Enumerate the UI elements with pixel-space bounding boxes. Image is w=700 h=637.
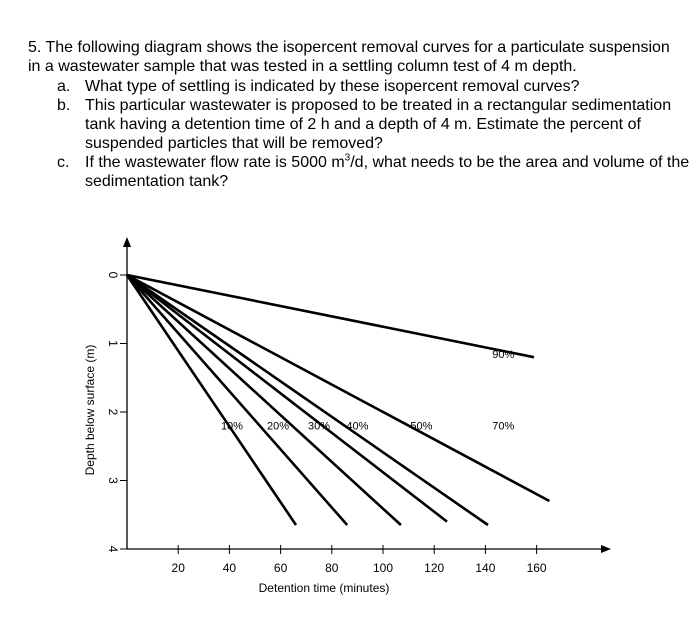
curve-label-90pct: 90% [492, 348, 515, 361]
curve-label-70pct: 70% [492, 420, 515, 433]
question-stem-text: The following diagram shows the isopercent removal curves for a particulate suspension in a wastewater sample that was tested in a settling column test of 4 m depth. [28, 39, 670, 75]
isopercent-curve-40pct [127, 275, 447, 522]
x-tick-label: 80 [325, 561, 339, 575]
curve-label-40pct: 40% [346, 420, 369, 433]
curve-label-20pct: 20% [267, 420, 290, 433]
item-c-label: c. [57, 154, 70, 171]
x-axis-label: Detention time (minutes) [258, 581, 390, 595]
item-c-text-after: /d, what needs to be the area and volume of the sedimentation tank? [85, 154, 690, 190]
curve-label-10pct: 10% [220, 420, 243, 433]
y-axis-label: Depth below surface (m) [83, 344, 97, 476]
x-tick-label: 40 [222, 561, 237, 575]
x-tick-label: 20 [171, 561, 185, 575]
x-tick-label: 120 [424, 561, 445, 575]
x-tick-label: 60 [273, 561, 288, 575]
y-tick-label: 2 [106, 408, 120, 416]
question-number: 5. [28, 39, 42, 56]
y-tick-label: 3 [106, 477, 120, 484]
item-c-superscript: 3 [344, 152, 351, 164]
item-c-text-before: If the wastewater flow rate is 5000 m [85, 154, 345, 171]
x-tick-label: 140 [475, 561, 496, 575]
y-tick-label: 0 [106, 271, 120, 279]
curve-label-30pct: 30% [307, 420, 331, 433]
item-a-text: What type of settling is indicated by these isopercent removal curves? [85, 78, 580, 95]
x-tick-label: 160 [526, 561, 547, 575]
isopercent-curve-10pct [127, 275, 296, 525]
x-tick-label: 100 [372, 561, 394, 575]
y-tick-label: 4 [106, 545, 120, 553]
curve-label-50pct: 50% [410, 420, 433, 433]
item-b-label: b. [57, 97, 71, 114]
item-a-label: a. [57, 78, 71, 95]
item-b-text: This particular wastewater is proposed to be treated in a rectangular sedimentation tank having a detention time of 2 h and a depth of 4 m. Estimate the percent of suspended particles that will be removed? [85, 97, 672, 152]
y-tick-label: 1 [106, 340, 120, 347]
